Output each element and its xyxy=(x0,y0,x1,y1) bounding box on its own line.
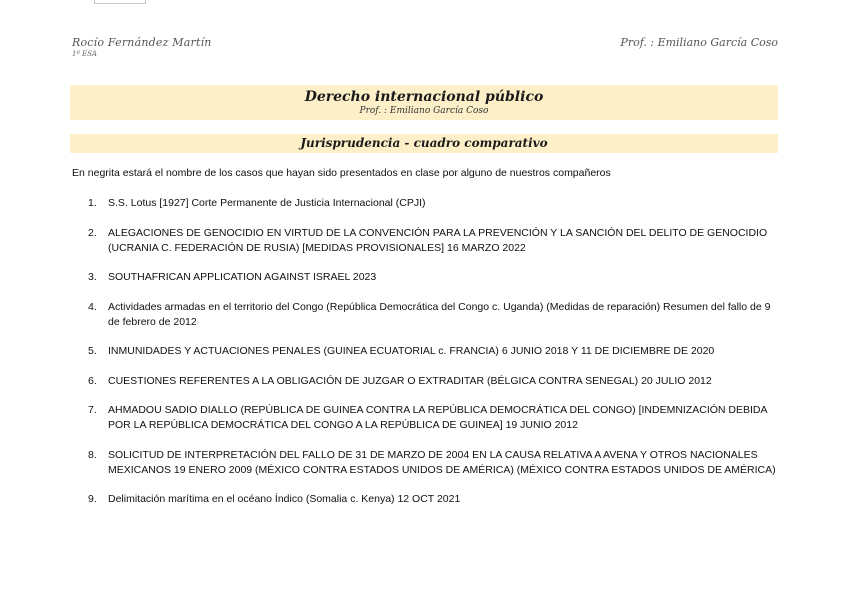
list-item-number: 3. xyxy=(88,271,97,283)
section-title: Jurisprudencia - cuadro comparativo xyxy=(300,136,548,150)
list-item-text: Delimitación marítima en el océano Índico (Somalia c. Kenya) 12 OCT 2021 xyxy=(108,493,461,505)
list-item-number: 9. xyxy=(88,493,97,505)
list-item xyxy=(88,448,780,478)
list-item-number: 4. xyxy=(88,300,97,313)
list-item-text: SOUTHAFRICAN APPLICATION AGAINST ISRAEL 2023 xyxy=(108,271,377,283)
list-item xyxy=(88,300,780,330)
section-band xyxy=(70,134,778,153)
list-item-number: 1. xyxy=(88,197,97,209)
list-item-text: SOLICITUD DE INTERPRETACIÓN DEL FALLO DE 31 DE MARZO DE 2004 EN LA CAUSA RELATIVA A AVENA Y OTROS NACIONALES MEXICANOS 19 ENERO 2009 (MÉXICO CONTRA ESTADOS UNIDOS DE AMÉRICA) (MÉXICO CONTRA ESTADOS UNIDOS DE AMÉRICA) xyxy=(108,448,776,476)
intro-text: En negrita estará el nombre de los casos que hayan sido presentados en clase por alguno de nuestros compañeros xyxy=(72,167,611,179)
header-professor: Prof. : Emiliano García Coso xyxy=(620,36,778,49)
title-band xyxy=(70,85,778,120)
list-item-text: CUESTIONES REFERENTES A LA OBLIGACIÓN DE JUZGAR O EXTRADITAR (BÉLGICA CONTRA SENEGAL) 20 JULIO 2012 xyxy=(108,374,712,387)
list-item-text: INMUNIDADES Y ACTUACIONES PENALES (GUINEA ECUATORIAL c. FRANCIA) 6 JUNIO 2018 Y 11 DE DICIEMBRE DE 2020 xyxy=(108,345,715,357)
case-list xyxy=(88,196,780,522)
document-title: Derecho internacional público xyxy=(304,89,544,105)
list-item-number: 6. xyxy=(88,374,97,387)
course-label: 1º ESA xyxy=(72,50,97,58)
list-item-text: ALEGACIONES DE GENOCIDIO EN VIRTUD DE LA CONVENCIÓN PARA LA PREVENCIÓN Y LA SANCIÓN DEL DELITO DE GENOCIDIO (UCRANIA C. FEDERACIÓN DE RUSIA) [MEDIDAS PROVISIONALES] 16 MARZO 2022 xyxy=(108,226,768,254)
list-item xyxy=(88,344,780,359)
list-item xyxy=(88,270,780,285)
list-item xyxy=(88,492,780,507)
list-item-number: 8. xyxy=(88,448,97,461)
list-item-text: AHMADOU SADIO DIALLO (REPÚBLICA DE GUINEA CONTRA LA REPÚBLICA DEMOCRÁTICA DEL CONGO) [INDEMNIZACIÓN DEBIDA POR LA REPÚBLICA DEMOCRÁTICA DEL CONGO A LA REPÚBLICA DE GUINEA] 19 JUNIO 2012 xyxy=(108,404,767,431)
page-tab-decoration xyxy=(94,0,146,4)
list-item xyxy=(88,374,780,389)
list-item-number: 7. xyxy=(88,404,97,416)
list-item xyxy=(88,226,780,256)
document-subtitle: Prof. : Emiliano García Coso xyxy=(359,106,489,116)
list-item-text: S.S. Lotus [1927] Corte Permanente de Justicia Internacional (CPJI) xyxy=(108,197,426,209)
list-item xyxy=(88,196,780,211)
list-item-number: 5. xyxy=(88,345,97,357)
author-name: Rocío Fernández Martín xyxy=(72,36,212,49)
list-item-number: 2. xyxy=(88,226,97,239)
header-left xyxy=(72,36,212,58)
list-item-text: Actividades armadas en el territorio del Congo (República Democrática del Congo c. Uganda) (Medidas de reparación) Resumen del fallo de 9 de febrero de 2012 xyxy=(108,300,771,328)
list-item xyxy=(88,403,780,433)
